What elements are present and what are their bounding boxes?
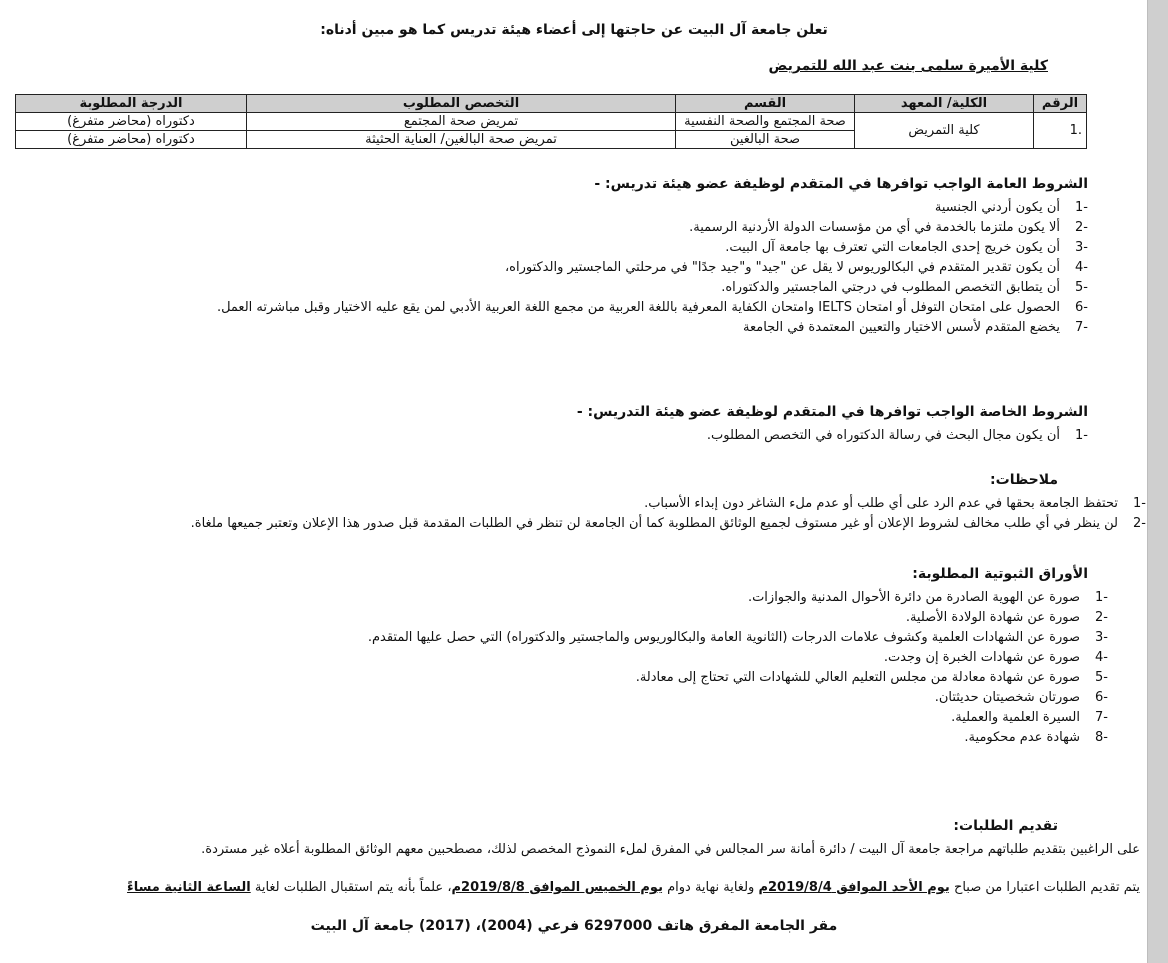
row-department: صحة البالغين: [676, 131, 855, 149]
start-date: يوم الأحد الموافق 2019/8/4م: [758, 880, 950, 895]
item-number: -5: [1095, 670, 1108, 685]
header-college: الكلية/ المعهد: [855, 95, 1034, 113]
positions-table: [15, 94, 1087, 149]
list-item: [217, 298, 1088, 318]
vertical-scrollbar[interactable]: [1147, 0, 1168, 963]
documents-list: [368, 588, 1108, 748]
item-number: -4: [1095, 650, 1108, 665]
item-text: يخضع المتقدم لأسس الاختيار والتعيين المعتمدة في الجامعة: [742, 320, 1060, 335]
item-text: تحتفظ الجامعة بحقها في عدم الرد على أي طلب أو عدم ملء الشاغر دون إبداء الأسباب.: [644, 496, 1118, 511]
item-text: شهادة عدم محكومية.: [964, 730, 1080, 745]
item-text: السيرة العلمية والعملية.: [951, 710, 1080, 725]
item-text: الحصول على امتحان التوفل أو امتحان IELTS وامتحان الكفاية المعرفية باللغة العربية من مجمع اللغة العربية الأدبي لمن يقع عليه الاختيار وقبل مباشرته العمل.: [216, 300, 1060, 315]
list-item: [217, 238, 1088, 258]
list-item: [368, 608, 1108, 628]
item-number: -2: [1075, 220, 1088, 235]
item-number: -2: [1095, 610, 1108, 625]
row-specialization: تمريض صحة المجتمع: [247, 113, 676, 131]
item-number: -2: [1133, 516, 1146, 531]
item-number: -6: [1075, 300, 1088, 315]
list-item: [707, 426, 1088, 446]
list-item: [368, 628, 1108, 648]
item-text: صورة عن شهادة معادلة من مجلس التعليم العالي للشهادات التي تحتاج إلى معادلة.: [635, 670, 1080, 685]
header-department: القسم: [676, 95, 855, 113]
applications-dates: [127, 880, 1140, 895]
applications-text: على الراغبين بتقديم طلباتهم مراجعة جامعة آل البيت / دائرة أمانة سر المجالس في المفرق لملء النموذج المخصص لذلك، مصطحبين معهم الوثائق المطلوبة أعلاه غير مستردة.: [201, 842, 1140, 857]
item-text: أن يكون مجال البحث في رسالة الدكتوراه في التخصص المطلوب.: [706, 428, 1060, 443]
list-item: [217, 198, 1088, 218]
item-number: -4: [1075, 260, 1088, 275]
table-header-row: [16, 95, 1087, 113]
list-item: [217, 318, 1088, 338]
header-degree: الدرجة المطلوبة: [16, 95, 247, 113]
item-text: صورة عن شهادة الولادة الأصلية.: [905, 610, 1080, 625]
item-number: -1: [1075, 200, 1088, 215]
list-item: [217, 258, 1088, 278]
general-conditions-title: الشروط العامة الواجب توافرها في المتقدم لوظيفة عضو هيئة تدريس: -: [594, 176, 1088, 192]
item-text: صورة عن الشهادات العلمية وكشوف علامات الدرجات (الثانوية العامة والبكالوريوس والماجستير والدكتوراه) التي حصل عليها المتقدم.: [367, 630, 1080, 645]
special-conditions-list: [707, 426, 1088, 446]
list-item: [368, 728, 1108, 748]
item-number: -7: [1095, 710, 1108, 725]
announcement-heading: تعلن جامعة آل البيت عن حاجتها إلى أعضاء هيئة تدريس كما هو مبين أدناه:: [320, 22, 828, 38]
row-degree: دكتوراه (محاضر متفرغ): [16, 113, 247, 131]
item-number: -1: [1075, 428, 1088, 443]
row-number: .1: [1034, 113, 1087, 149]
college-title: كلية الأميرة سلمى بنت عبد الله للتمريض: [768, 58, 1048, 74]
notes-list: [191, 494, 1146, 534]
item-number: -1: [1095, 590, 1108, 605]
item-number: -3: [1095, 630, 1108, 645]
row-degree: دكتوراه (محاضر متفرغ): [16, 131, 247, 149]
notes-title: ملاحظات:: [990, 472, 1058, 488]
closing-time: الساعة الثانية مساءً: [127, 880, 251, 895]
item-text: أن يكون أردني الجنسية: [934, 200, 1060, 215]
list-item: [217, 278, 1088, 298]
list-item: [368, 588, 1108, 608]
general-conditions-list: [217, 198, 1088, 338]
end-date: يوم الخميس الموافق 2019/8/8م: [451, 880, 663, 895]
list-item: [191, 514, 1146, 534]
item-text: صورتان شخصيتان حديثتان.: [934, 690, 1080, 705]
dates-text-part: ، علماً بأنه يتم استقبال الطلبات لغاية: [250, 880, 452, 895]
dates-text-part: ولغاية نهاية دوام: [662, 880, 759, 895]
row-college: كلية التمريض: [855, 113, 1034, 149]
list-item: [217, 218, 1088, 238]
list-item: [191, 494, 1146, 514]
row-department: صحة المجتمع والصحة النفسية: [676, 113, 855, 131]
item-number: -6: [1095, 690, 1108, 705]
applications-title: تقديم الطلبات:: [953, 818, 1058, 834]
documents-title: الأوراق الثبوتية المطلوبة:: [912, 566, 1088, 582]
footer-address: مقر الجامعة المفرق هاتف 6297000 فرعي (2004)، (2017) جامعة آل البيت: [310, 918, 838, 934]
item-number: -5: [1075, 280, 1088, 295]
item-text: أن يكون خريج إحدى الجامعات التي تعترف بها جامعة آل البيت.: [725, 240, 1060, 255]
item-text: لن ينظر في أي طلب مخالف لشروط الإعلان أو غير مستوف لجميع الوثائق المطلوبة كما أن الجامعة لن تنظر في الطلبات المقدمة قبل صدور هذا الإعلان وتعتبر جميعها ملغاة.: [190, 516, 1118, 531]
item-number: -1: [1133, 496, 1146, 511]
list-item: [368, 668, 1108, 688]
list-item: [368, 708, 1108, 728]
header-number: الرقم: [1034, 95, 1087, 113]
list-item: [368, 688, 1108, 708]
table-row: [16, 113, 1087, 131]
header-specialization: التخصص المطلوب: [247, 95, 676, 113]
item-number: -7: [1075, 320, 1088, 335]
item-number: -3: [1075, 240, 1088, 255]
item-number: -8: [1095, 730, 1108, 745]
item-text: أن يتطابق التخصص المطلوب في درجتي الماجستير والدكتوراه.: [721, 280, 1060, 295]
item-text: صورة عن شهادات الخبرة إن وجدت.: [883, 650, 1080, 665]
special-conditions-title: الشروط الخاصة الواجب توافرها في المتقدم لوظيفة عضو هيئة التدريس: -: [576, 404, 1088, 420]
item-text: أن يكون تقدير المتقدم في البكالوريوس لا يقل عن "جيد" و"جيد جدًا" في مرحلتي الماجستير والدكتوراه،: [504, 260, 1060, 275]
row-specialization: تمريض صحة البالغين/ العناية الحثيثة: [247, 131, 676, 149]
list-item: [368, 648, 1108, 668]
item-text: صورة عن الهوية الصادرة من دائرة الأحوال المدنية والجوازات.: [747, 590, 1080, 605]
dates-text-part: يتم تقديم الطلبات اعتبارا من صباح: [949, 880, 1140, 895]
item-text: ألا يكون ملتزما بالخدمة في أي من مؤسسات الدولة الأردنية الرسمية.: [689, 220, 1060, 235]
